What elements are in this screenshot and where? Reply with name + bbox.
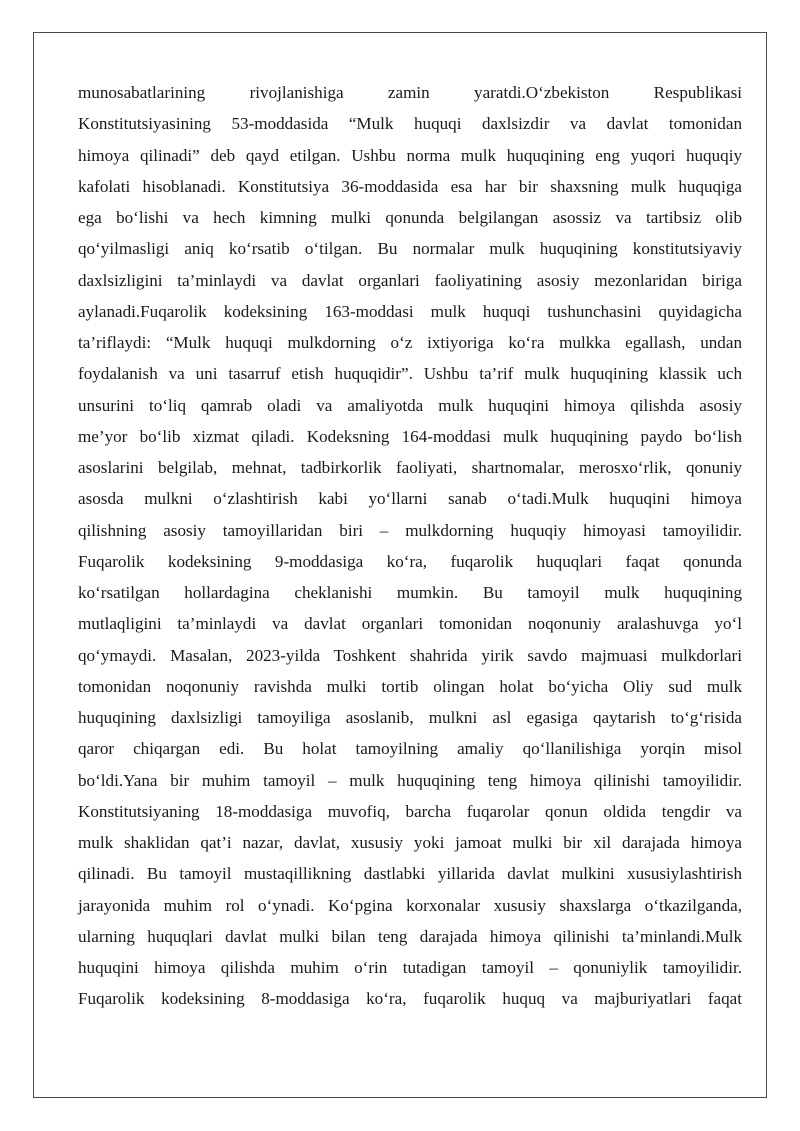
- text-line: qilinadi. Bu tamoyil mustaqillikning dastlabki yillarida davlat mulkini xususiylashtirish: [78, 864, 742, 884]
- text-line: ega bo‘lishi va hech kimning mulki qonunda belgilangan asossiz va tartibsiz olib: [78, 208, 742, 227]
- text-line: mutlaqligini ta’minlaydi va davlat organlari tomonidan noqonuniy aralashuvga yo‘l: [78, 614, 742, 634]
- text-line: ko‘rsatilgan hollardagina cheklanishi mumkin. Bu tamoyil mulk huquqining: [78, 583, 742, 602]
- text-line: kafolati hisoblanadi. Konstitutsiya 36-moddasida esa har bir shaxsning mulk huquqiga: [78, 176, 742, 196]
- body-text: [78, 77, 742, 1015]
- text-line: qo‘yilmasligi aniq ko‘rsatib o‘tilgan. Bu normalar mulk huquqining konstitutsiyaviy: [78, 239, 742, 259]
- text-line: Fuqarolik kodeksining 8-moddasiga ko‘ra, fuqarolik huquq va majburiyatlari faqat: [78, 989, 742, 1009]
- text-line: daxlsizligini ta’minlaydi va davlat organlari faoliyatining asosiy mezonlaridan biriga: [78, 270, 742, 290]
- page-frame: [33, 32, 767, 1098]
- text-line: mulk shaklidan qat’i nazar, davlat, xususiy yoki jamoat mulki bir xil darajada himoya: [78, 833, 742, 852]
- text-line: huquqining daxlsizligi tamoyiliga asoslanib, mulkni asl egasiga qaytarish to‘g‘risida: [78, 708, 742, 727]
- text-line: ularning huquqlari davlat mulki bilan teng darajada himoya qilinishi ta’minlandi.Mulk: [78, 926, 742, 946]
- text-line: foydalanish va uni tasarruf etish huquqidir”. Ushbu ta’rif mulk huquqining klassik uch: [78, 364, 742, 384]
- text-line: qaror chiqargan edi. Bu holat tamoyilning amaliy qo‘llanilishiga yorqin misol: [78, 739, 742, 759]
- text-line: asosda mulkni o‘zlashtirish kabi yo‘llarni sanab o‘tadi.Mulk huquqini himoya: [78, 489, 742, 509]
- text-line: huquqini himoya qilishda muhim o‘rin tutadigan tamoyil – qonuniylik tamoyilidir.: [78, 958, 742, 977]
- text-line: ta’riflaydi: “Mulk huquqi mulkdorning o‘z ixtiyoriga ko‘ra mulkka egallash, undan: [78, 333, 742, 352]
- text-line: Konstitutsiyasining 53-moddasida “Mulk huquqi daxlsizdir va davlat tomonidan: [78, 114, 742, 134]
- text-line: munosabatlarining rivojlanishiga zamin yaratdi.O‘zbekiston Respublikasi: [78, 83, 742, 102]
- text-line: me’yor bo‘lib xizmat qiladi. Kodeksning 164-moddasi mulk huquqining paydo bo‘lish: [78, 426, 742, 446]
- text-line: bo‘ldi.Yana bir muhim tamoyil – mulk huquqining teng himoya qilinishi tamoyilidir.: [78, 770, 742, 790]
- text-line: Konstitutsiyaning 18-moddasiga muvofiq, barcha fuqarolar qonun oldida tengdir va: [78, 801, 742, 821]
- text-line: unsurini to‘liq qamrab oladi va amaliyotda mulk huquqini himoya qilishda asosiy: [78, 395, 742, 415]
- text-line: asoslarini belgilab, mehnat, tadbirkorlik faoliyati, shartnomalar, merosxo‘rlik, qonuniy: [78, 458, 742, 477]
- text-line: tomonidan noqonuniy ravishda mulki tortib olingan holat bo‘yicha Oliy sud mulk: [78, 676, 742, 696]
- text-line: aylanadi.Fuqarolik kodeksining 163-moddasi mulk huquqi tushunchasini quyidagicha: [78, 301, 742, 321]
- text-line: Fuqarolik kodeksining 9-moddasiga ko‘ra, fuqarolik huquqlari faqat qonunda: [78, 551, 742, 571]
- text-line: qilishning asosiy tamoyillaridan biri – mulkdorning huquqiy himoyasi tamoyilidir.: [78, 520, 742, 540]
- text-line: himoya qilinadi” deb qayd etilgan. Ushbu norma mulk huquqining eng yuqori huquqiy: [78, 145, 742, 165]
- text-line: jarayonida muhim rol o‘ynadi. Ko‘pgina korxonalar xususiy shaxslarga o‘tkazilganda,: [78, 895, 742, 915]
- text-line: qo‘ymaydi. Masalan, 2023-yilda Toshkent shahrida yirik savdo majmuasi mulkdorlari: [78, 645, 742, 665]
